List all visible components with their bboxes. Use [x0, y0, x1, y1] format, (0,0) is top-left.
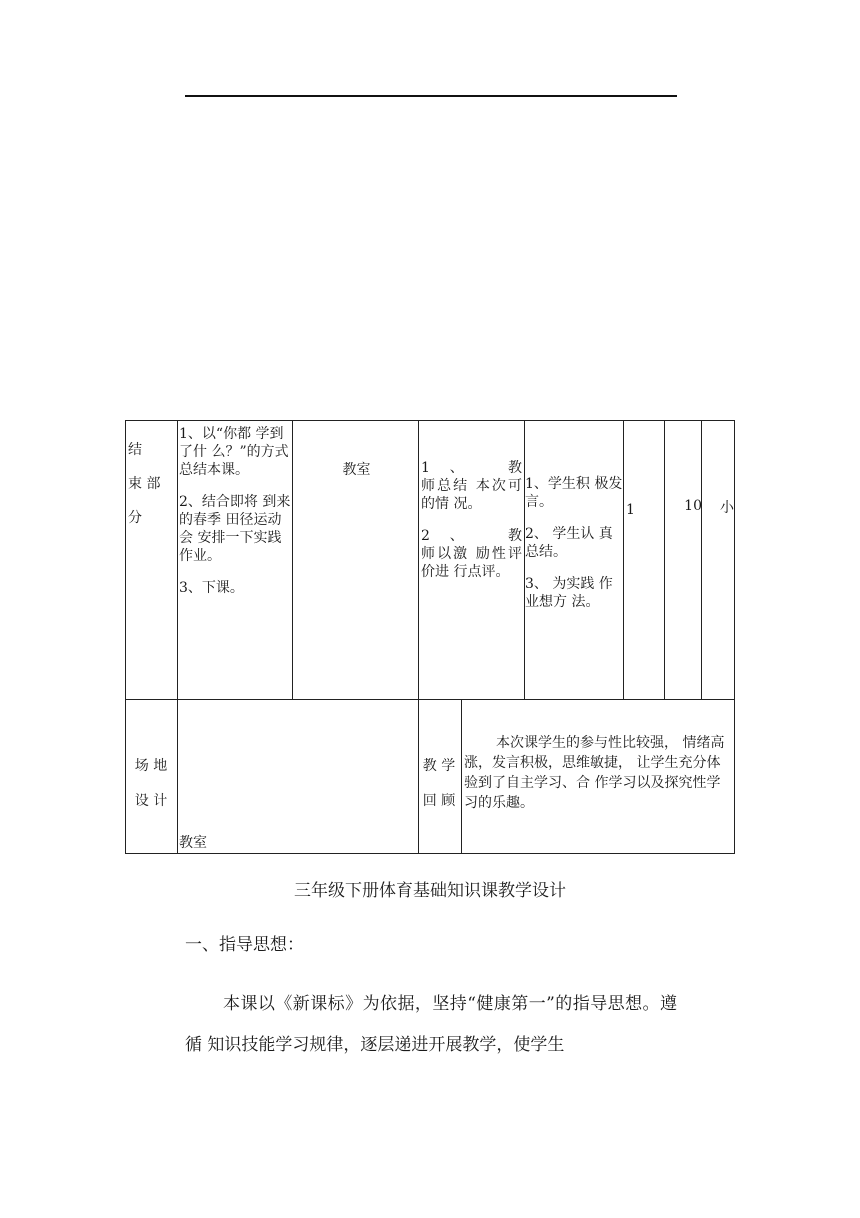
teacher-item — [421, 527, 522, 581]
content-item: 1、以“你都 学到了什 么？”的方式 总结本课。 — [179, 426, 289, 478]
review-label-text: 教 学 回 顾 — [422, 758, 456, 809]
content-item: 2、结合即将 到来的春季 田径运动会 安排一下实践作业。 — [179, 494, 291, 564]
section-heading: 一、指导思想： — [185, 935, 304, 955]
header-rule — [185, 95, 677, 97]
table-grid-line — [177, 421, 178, 854]
content-item: 3、下课。 — [179, 580, 244, 596]
table-grid-line — [461, 699, 462, 854]
review-text: 本次课学生的参与性比较强， 情绪高涨，发言积极，思维敏捷， 让学生充分体验到了自主学习、合 作学习以及探究性学习的乐趣。 — [464, 735, 725, 811]
table-grid-line — [126, 699, 734, 700]
section-label-text: 结 束 部 分 — [128, 442, 161, 526]
teacher-item-rest: 师总结 本次可的情 况。 — [421, 478, 522, 512]
venue-label — [128, 749, 174, 819]
venue-label-text: 场 地 设 计 — [134, 758, 168, 809]
teacher-activity-list — [421, 459, 522, 595]
review-label — [418, 749, 460, 819]
teacher-item-head: 1、 教 — [421, 460, 522, 476]
content-list — [179, 425, 293, 611]
student-item: 1、学生积 极发言。 — [525, 476, 623, 510]
intensity-cell: 小 — [720, 500, 734, 516]
teacher-item-rest: 师以激 励性评价进 行点评。 — [421, 546, 522, 580]
document-title: 三年级下册体育基础知识课教学设计 — [294, 881, 566, 901]
section-label — [128, 433, 174, 535]
student-activity-list — [525, 475, 624, 625]
student-item: 3、 为实践 作业想方 法。 — [525, 576, 613, 610]
table-grid-line — [701, 421, 702, 699]
teacher-item — [421, 459, 522, 513]
venue-value: 教室 — [179, 835, 207, 851]
body-paragraph: 本课以《新课标》为依据，坚持“健康第一”的指导思想。遵循 知识技能学习规律，逐层递进开展教学，使学生 — [185, 994, 677, 1055]
teacher-item-head: 2、 教 — [421, 528, 522, 544]
table-grid-line — [664, 421, 665, 699]
time-cell: 10 — [684, 498, 702, 514]
student-item: 2、 学生认 真总结。 — [525, 526, 613, 560]
lesson-plan-table — [125, 420, 735, 854]
organization-cell: 教室 — [342, 462, 371, 478]
count-cell: 1 — [626, 502, 635, 518]
